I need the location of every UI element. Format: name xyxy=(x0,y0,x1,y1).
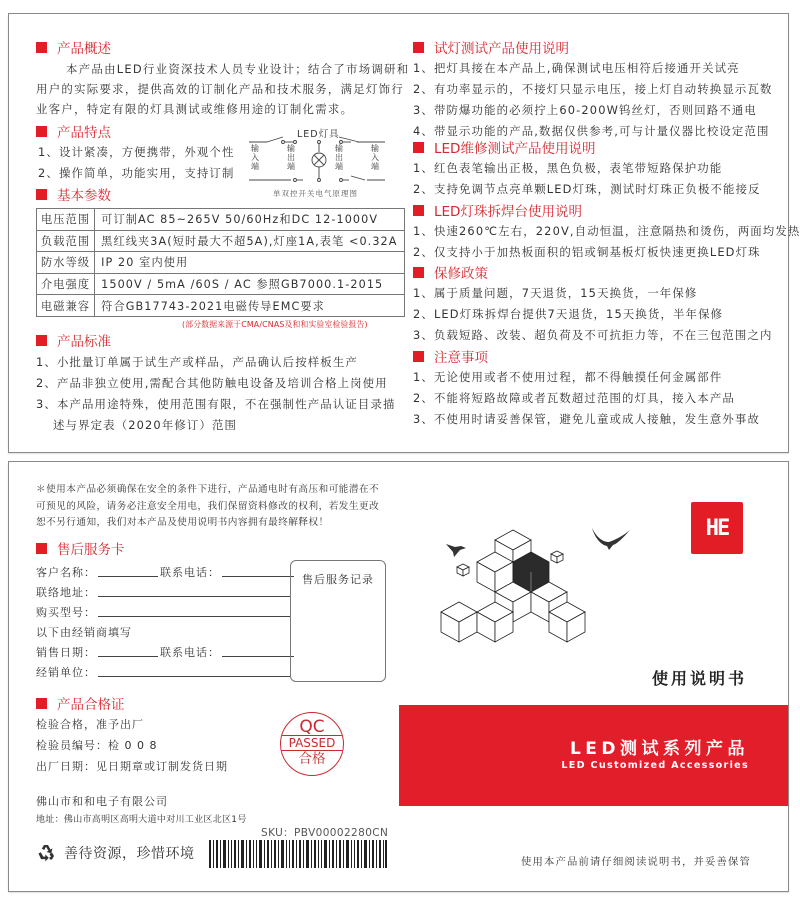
list-item: 1、设计紧凑，方便携带，外观个性 xyxy=(38,145,235,159)
solder-station-list xyxy=(413,221,800,263)
left-output-label: 输出端 xyxy=(287,144,295,171)
diagram-title: LED灯具 xyxy=(297,129,340,140)
led-repair-list xyxy=(413,158,761,200)
qc-passed-stamp: QC PASSED 合格 xyxy=(280,712,344,776)
circuit-lines-icon xyxy=(247,136,387,186)
list-item: 述与界定表（2020年修订）范围 xyxy=(53,418,238,432)
standards-list xyxy=(36,352,396,436)
he-brand-logo: HE xyxy=(691,502,743,554)
list-item: 2、支持免调节点亮单颗LED灯珠，测试时灯珠正负极不能接反 xyxy=(413,182,761,196)
cover-card xyxy=(8,461,789,892)
sku-label: SKU：PBV00002280CN xyxy=(261,827,389,839)
recycle-icon xyxy=(36,843,56,863)
table-row: 负载范围 黑红线夹3A(短时最大不超5A),灯座1A,表笔 <0.32A xyxy=(37,230,405,252)
manual-title: 使用说明书 xyxy=(652,669,748,688)
list-item: 2、有功率显示的，不接灯只显示电压，接上灯自动转换显示瓦数 xyxy=(413,82,773,96)
instructions-card xyxy=(8,13,800,453)
list-item: 3、本产品用途特殊，使用范围有限，不在强制性产品认证目录描 xyxy=(36,397,396,411)
section-title-solder-station: LED灯珠拆焊台使用说明 xyxy=(413,201,582,219)
list-item: 3、负载短路、改装、超负荷及不可抗拒力等，不在三包范围之内 xyxy=(413,328,773,342)
params-table xyxy=(36,208,405,317)
section-title-led-repair: LED维修测试产品使用说明 xyxy=(413,138,595,156)
list-item: 3、不使用时请妥善保管，避免儿童或成人接触，发生意外事故 xyxy=(413,412,760,426)
left-input-label: 输入端 xyxy=(251,144,259,171)
section-title-params: 基本参数 xyxy=(36,185,111,203)
address-field[interactable] xyxy=(98,585,290,597)
red-square-bullet-icon xyxy=(36,543,47,554)
list-item: 1、属于质量问题，7天退货，15天换货，一年保修 xyxy=(413,286,698,300)
customer-name-label: 客户名称： xyxy=(36,566,96,579)
company-name: 佛山市和和电子有限公司 xyxy=(36,795,168,808)
list-item: 2、LED灯珠拆焊台提供7天退货，15天换货，半年保修 xyxy=(413,307,724,321)
safety-disclaimer: ＊使用本产品必须确保在安全的条件下进行，产品通电时有高压和可能潜在不 可预见的风险，请务必注意安全用电，我们保留资料修改的权利，若发生更改 恕不另行通知，我们对本产品及使用说明书内容拥有最终解释权！ xyxy=(36,484,380,528)
service-form xyxy=(36,560,296,680)
contact-phone-label: 联系电话： xyxy=(160,566,220,579)
address-label: 联络地址： xyxy=(36,586,96,599)
dealer-unit-field[interactable] xyxy=(98,665,290,677)
list-item: 4、带显示功能的产品,数据仅供参考,可与计量仪器比校设定范围 xyxy=(413,124,770,138)
product-series-banner xyxy=(399,705,789,806)
list-item: 1、快速260℃左右，220V,自动恒温，注意隔热和烫伤，两面均发热 xyxy=(413,224,800,238)
right-input-label: 输入端 xyxy=(371,144,379,171)
read-manual-note: 使用本产品前请仔细阅读说明书，并妥善保管 xyxy=(521,856,751,868)
data-source-note: (部分数据来源于CMA/CNAS及和和实验室检验报告) xyxy=(182,320,368,329)
right-output-label: 输出端 xyxy=(335,144,343,171)
list-item: 1、小批量订单属于试生产或样品，产品确认后按样板生产 xyxy=(36,355,358,369)
red-square-bullet-icon xyxy=(36,698,47,709)
red-square-bullet-icon xyxy=(36,126,47,137)
service-record-box[interactable]: 售后服务记录 xyxy=(290,560,386,682)
model-field[interactable] xyxy=(98,605,290,617)
list-item: 3、带防爆功能的必须拧上60-200W钨丝灯，否则回路不通电 xyxy=(413,103,757,117)
list-item: 1、无论使用或者不使用过程，都不得触摸任何金属部件 xyxy=(413,370,723,384)
customer-name-field[interactable] xyxy=(98,565,158,577)
list-item: 2、仅支持小于加热板面积的铝或铜基板灯板快速更换LED灯珠 xyxy=(413,245,761,259)
company-address: 地址：佛山市高明区高明大道中对川工业区北区1号 xyxy=(36,815,247,825)
table-row: 防水等级 IP 20 室内使用 xyxy=(37,252,405,274)
list-item: 1、把灯具接在本产品上,确保测试电压相符后接通开关试亮 xyxy=(413,61,740,75)
red-square-bullet-icon xyxy=(36,42,47,53)
overview-paragraph: 本产品由LED行业资深技术人员专业设计；结合了市场调研和 用户的实际要求，提供高效的订制化产品和技术服务，满足灯饰行 业客户，特定有限的灯具测试或维修用途的订制化需求。 xyxy=(36,62,410,116)
table-row: 电磁兼容 符合GB17743-2021电磁传导EMC要求 xyxy=(37,295,405,317)
banner-title-en: LED Customized Accessories xyxy=(561,760,749,771)
section-title-overview: 产品概述 xyxy=(36,38,111,56)
list-item: 2、操作简单，功能实用，支持订制 xyxy=(38,166,235,180)
red-square-bullet-icon xyxy=(413,142,424,153)
model-label: 购买型号： xyxy=(36,606,96,619)
dealer-unit-label: 经销单位： xyxy=(36,666,96,679)
section-title-cautions: 注意事项 xyxy=(413,347,488,365)
red-square-bullet-icon xyxy=(36,189,47,200)
section-title-warranty: 保修政策 xyxy=(413,263,488,281)
contact-phone-field[interactable] xyxy=(222,565,294,577)
lamp-test-list xyxy=(413,58,773,142)
section-title-lamp-test: 试灯测试产品使用说明 xyxy=(413,38,569,56)
switch-wiring-diagram xyxy=(247,126,387,198)
diagram-caption: 单双控开关电气原理图 xyxy=(273,189,358,198)
flying-bird-icon xyxy=(591,526,631,552)
dealer-phone-label: 联系电话： xyxy=(160,646,220,659)
section-title-standards: 产品标准 xyxy=(36,331,111,349)
section-title-features: 产品特点 xyxy=(36,122,111,140)
banner-title-cn: LED测试系列产品 xyxy=(569,739,749,759)
warranty-list xyxy=(413,283,773,346)
table-row: 电压范围 可订制AC 85~265V 50/60Hz和DC 12-1000V xyxy=(37,209,405,231)
list-item: 1、红色表笔输出正极，黑色负极，表笔带短路保护功能 xyxy=(413,161,723,175)
dealer-note: 以下由经销商填写 xyxy=(36,626,132,639)
certificate-lines: 检验合格，准予出厂 检验员编号：检 0 0 8 出厂日期：见日期章或订制发货日期 xyxy=(36,718,228,773)
cautions-list xyxy=(413,367,760,430)
list-item: 2、产品非独立使用,需配合其他防触电设备及培训合格上岗使用 xyxy=(36,376,388,390)
eco-slogan: 善待资源，珍惜环境 xyxy=(36,843,195,863)
sale-date-label: 销售日期： xyxy=(36,646,96,659)
red-square-bullet-icon xyxy=(413,205,424,216)
red-square-bullet-icon xyxy=(413,42,424,53)
features-list xyxy=(38,142,235,184)
sale-date-field[interactable] xyxy=(98,645,158,657)
red-square-bullet-icon xyxy=(413,351,424,362)
table-row: 介电强度 1500V / 5mA /60S / AC 参照GB7000.1-2015 xyxy=(37,273,405,295)
section-title-certificate: 产品合格证 xyxy=(36,694,125,712)
dealer-phone-field[interactable] xyxy=(222,645,294,657)
red-square-bullet-icon xyxy=(413,267,424,278)
section-title-service-card: 售后服务卡 xyxy=(36,539,125,557)
list-item: 2、不能将短路故障或者瓦数超过范围的灯具，接入本产品 xyxy=(413,391,735,405)
barcode-icon xyxy=(209,840,387,868)
red-square-bullet-icon xyxy=(36,335,47,346)
